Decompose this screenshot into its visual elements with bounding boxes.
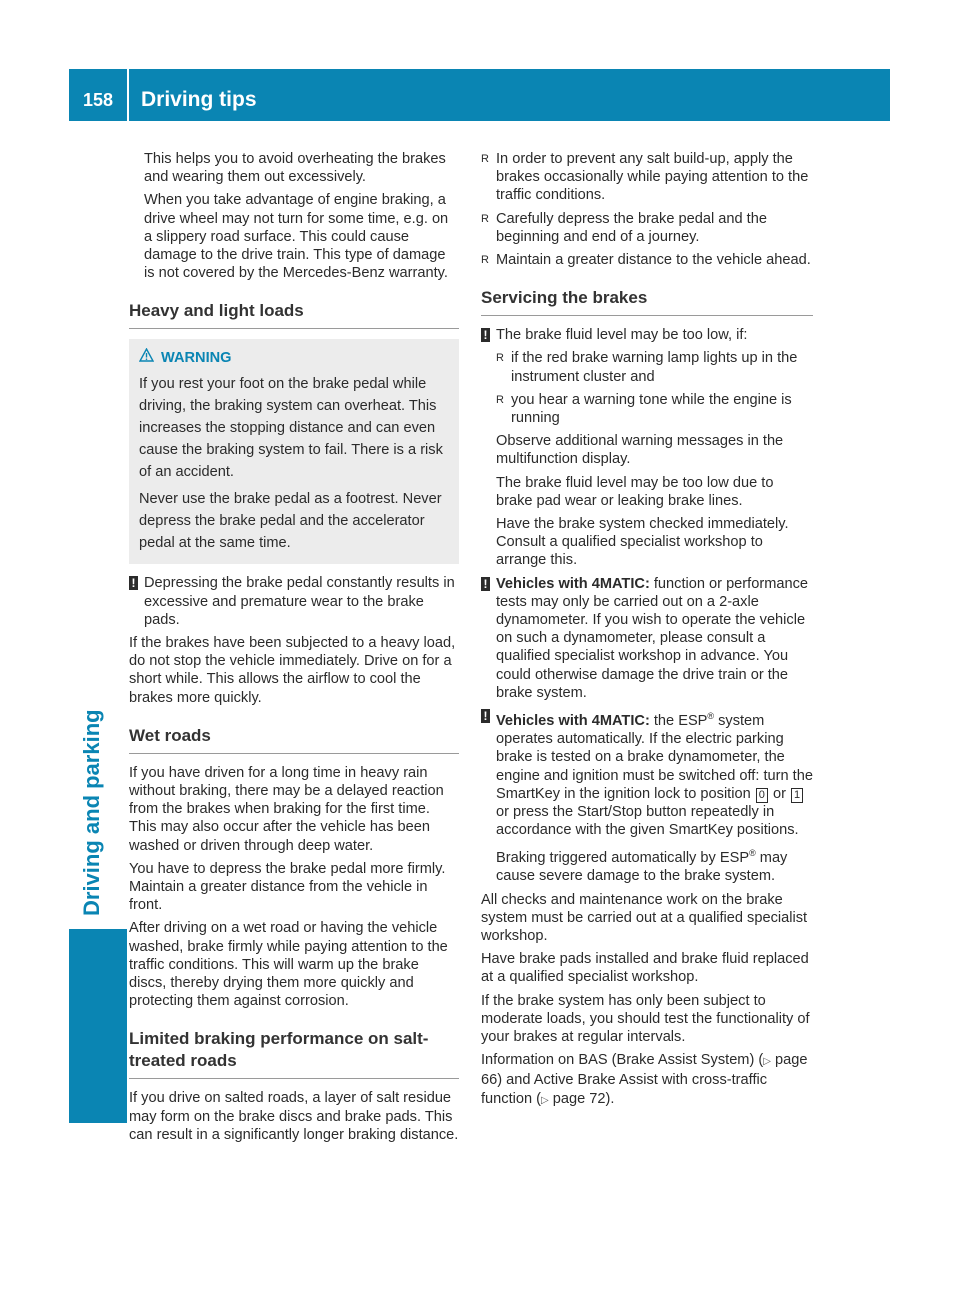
note-text: the ESP bbox=[649, 712, 708, 729]
servicing-paragraph: All checks and maintenance work on the brake system must be carried out at a qualified specialist workshop. bbox=[481, 891, 808, 945]
right-column bbox=[481, 150, 813, 1115]
note-text: Depressing the brake pedal constantly results in excessive and premature wear to the brake pads. bbox=[144, 575, 455, 628]
list-item: R you hear a warning tone while the engine is running bbox=[496, 391, 813, 427]
warning-box bbox=[129, 339, 459, 564]
section-side-label: Driving and parking bbox=[79, 709, 104, 916]
note-text: function or performance tests may only be carried out on a 2-axle dynamometer. If you wish to operate the vehicle on such a dynamometer, please consult a qualified specialist workshop in advance. You could otherwise damage the drive train or the brake system. bbox=[496, 575, 808, 701]
note-text: The brake fluid level may be too low, if: bbox=[496, 327, 748, 344]
note-text: may cause severe damage to the brake system. bbox=[496, 850, 788, 885]
key-position-0-icon: 0 bbox=[756, 788, 768, 803]
list-item: R Carefully depress the brake pedal and the beginning and end of a journey. bbox=[481, 210, 813, 246]
header-divider bbox=[127, 69, 129, 121]
side-tab-block bbox=[69, 929, 127, 1123]
heading-wet-roads: Wet roads bbox=[129, 725, 459, 754]
list-item: R if the red brake warning lamp lights up in the instrument cluster and bbox=[496, 349, 813, 385]
note-text: The brake fluid level may be too low due to brake pad wear or leaking brake lines. bbox=[496, 474, 774, 509]
note-text: system operates automatically. If the electric parking brake is tested on a brake dynamometer, the engine and ignition must be switched off: turn the SmartKey in the ignition lock to position bbox=[496, 712, 813, 802]
heavy-loads-paragraph: If the brakes have been subjected to a heavy load, do not stop the vehicle immediately. Drive on for a short while. This allows the airflow to cool the brakes more quickly. bbox=[129, 635, 456, 706]
servicing-paragraph: If the brake system has only been subject to moderate loads, you should test the functionality of your brakes at regular intervals. bbox=[481, 992, 810, 1046]
wet-roads-paragraph: After driving on a wet road or having the vehicle washed, brake firmly while paying attention to the traffic conditions. This will warm up the brake discs, thereby drying them more quickly and protecting them against corrosion. bbox=[129, 920, 448, 1010]
page-number: 158 bbox=[82, 90, 114, 110]
caution-note bbox=[129, 574, 459, 629]
note-text: or press the Start/Stop button repeatedly in accordance with the given SmartKey positions. bbox=[496, 803, 799, 839]
note-text: Observe additional warning messages in the multifunction display. bbox=[496, 433, 784, 468]
note-text: Braking triggered automatically by ESP bbox=[496, 850, 750, 867]
warning-text: If you rest your foot on the brake pedal while driving, the braking system can overheat. This increases the stopping distance and can even cause the braking system to fail. There is a risk of an accident. bbox=[139, 376, 443, 481]
left-column bbox=[129, 150, 459, 1149]
heading-heavy-loads: Heavy and light loads bbox=[129, 300, 459, 329]
wet-roads-paragraph: You have to depress the brake pedal more firmly. Maintain a greater distance from the vehicle in front. bbox=[129, 860, 446, 914]
list-item: R In order to prevent any salt build-up, apply the brakes occasionally while paying attention to the traffic conditions. bbox=[481, 150, 813, 205]
key-position-1-icon: 1 bbox=[791, 788, 803, 803]
exclamation-icon: ! bbox=[481, 328, 490, 342]
exclamation-icon: ! bbox=[129, 576, 138, 590]
salt-roads-paragraph: If you drive on salted roads, a layer of salt residue may form on the brake discs and brake pads. This can result in a significantly longer braking distance. bbox=[129, 1090, 459, 1143]
chapter-title: Driving tips bbox=[141, 88, 257, 111]
warning-triangle-icon bbox=[139, 347, 155, 369]
heading-servicing-brakes: Servicing the brakes bbox=[481, 287, 813, 316]
note-bold-label: Vehicles with 4MATIC: bbox=[496, 712, 650, 729]
intro-paragraph: When you take advantage of engine braking, a drive wheel may not turn for some time, e.g. on a slippery road surface. This could cause damage to the drive train. This type of damage is not covered by the Mercedes-Benz warranty. bbox=[144, 192, 449, 282]
page-ref-arrow-icon: ▷ bbox=[763, 1056, 771, 1068]
exclamation-icon: ! bbox=[481, 577, 490, 591]
list-item: R Maintain a greater distance to the vehicle ahead. bbox=[481, 251, 813, 269]
registered-mark: ® bbox=[749, 848, 756, 859]
wet-roads-paragraph: If you have driven for a long time in heavy rain without braking, there may be a delayed reaction from the brakes when braking for the first time. This may also occur after the vehicle has been washed or driven through deep water. bbox=[129, 764, 444, 854]
warning-label: WARNING bbox=[161, 350, 232, 367]
page-ref-arrow-icon: ▷ bbox=[541, 1094, 549, 1106]
caution-note bbox=[481, 707, 813, 886]
caution-note bbox=[481, 326, 813, 569]
cross-reference-paragraph bbox=[481, 1051, 813, 1110]
warning-header bbox=[139, 347, 451, 369]
intro-paragraph: This helps you to avoid overheating the brakes and wearing them out excessively. bbox=[144, 151, 446, 186]
reference-text: Information on BAS (Brake Assist System) ( bbox=[481, 1052, 764, 1069]
page-link-72[interactable]: page 72). bbox=[548, 1090, 615, 1107]
exclamation-icon: ! bbox=[481, 709, 490, 723]
note-text: or bbox=[768, 785, 790, 802]
page-header bbox=[69, 69, 890, 121]
servicing-paragraph: Have brake pads installed and brake fluid replaced at a qualified specialist workshop. bbox=[481, 951, 809, 986]
note-text: Have the brake system checked immediately. Consult a qualified specialist workshop to arrange this. bbox=[496, 516, 789, 569]
page-link-66[interactable]: page 66) and Active Brake Assist with cross-traffic function ( bbox=[481, 1052, 808, 1107]
warning-text: Never use the brake pedal as a footrest. Never depress the brake pedal and the accelerator pedal at the same time. bbox=[139, 491, 442, 552]
caution-note bbox=[481, 575, 813, 702]
note-bold-label: Vehicles with 4MATIC: bbox=[496, 575, 650, 592]
heading-salt-roads: Limited braking performance on salt-treated roads bbox=[129, 1028, 459, 1079]
registered-mark: ® bbox=[707, 711, 715, 722]
